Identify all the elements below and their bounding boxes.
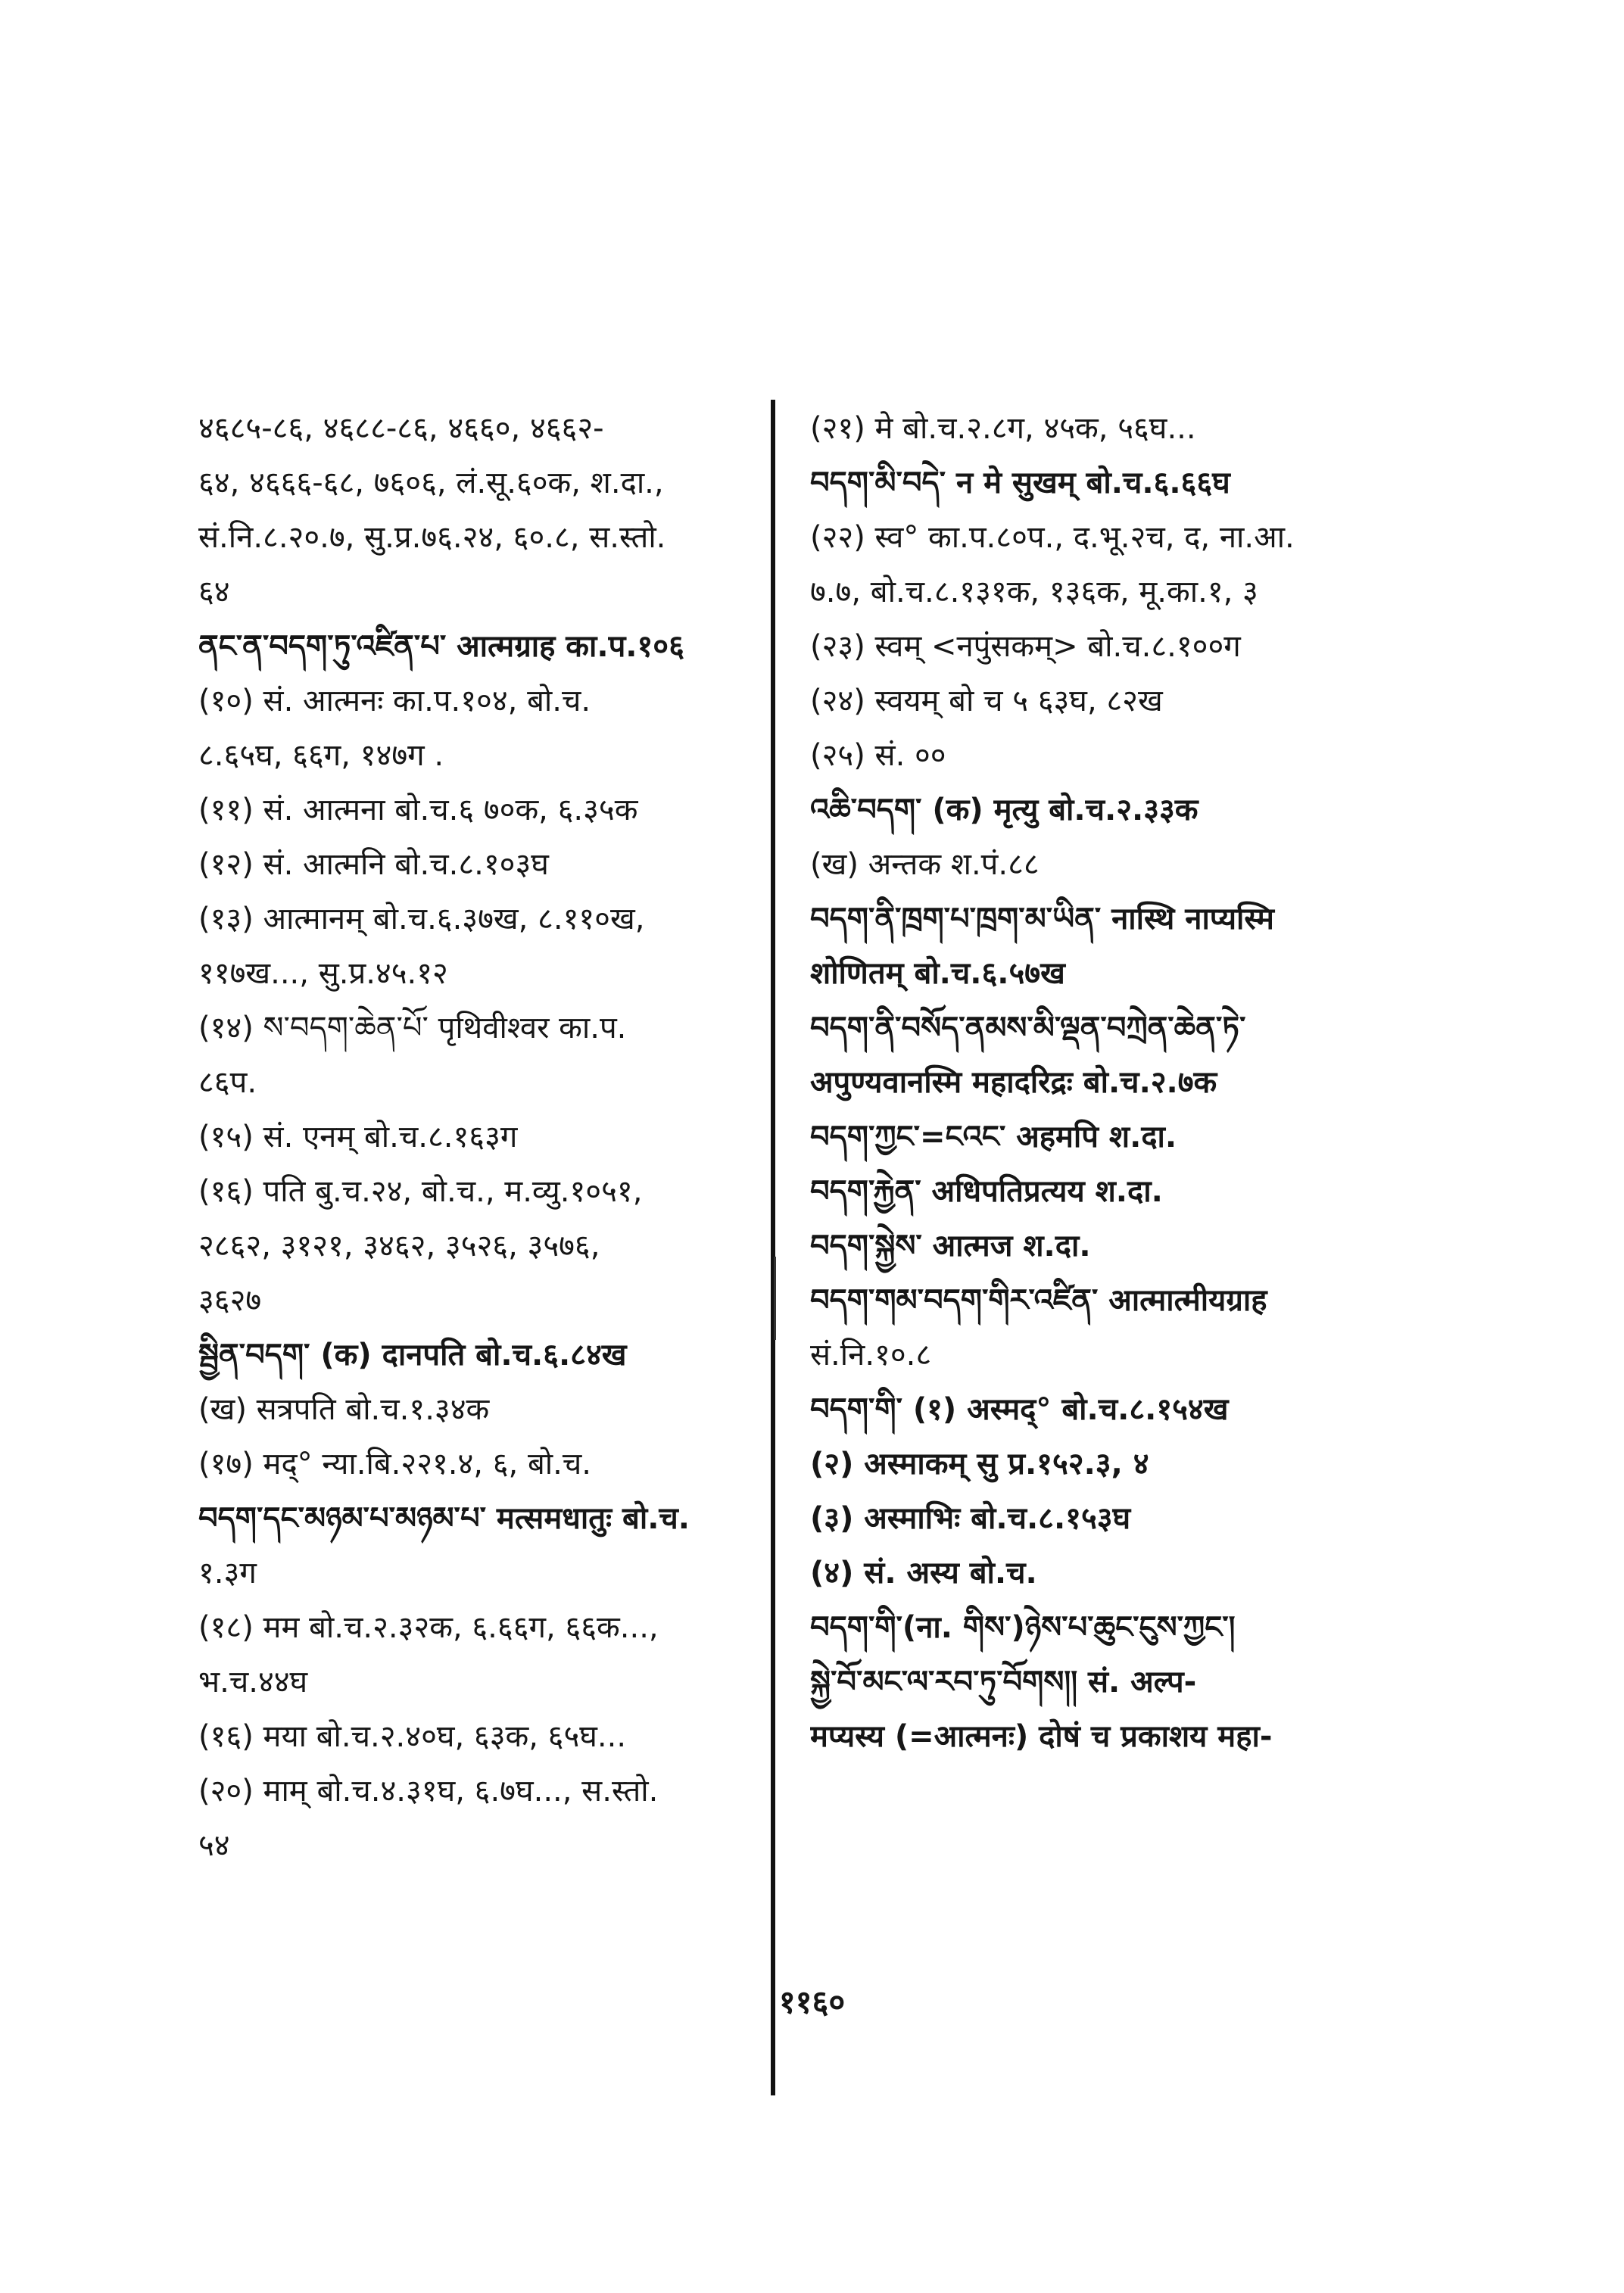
entry-line: ७.७, बो.च.८.१३१क, १३६क, मू.का.१, ३ (810, 575, 1258, 609)
entry-line: བདག་དང་མཉམ་པ་མཉམ་པ་ मत्समधातुः बो.च. (198, 1501, 690, 1536)
entry-line: सं.नि.१०.८ (810, 1338, 932, 1372)
page-number: ११६० (778, 1983, 846, 2020)
entry-line: २८६२, ३१२१, ३४६२, ३५२६, ३५७६, (198, 1229, 600, 1263)
entry-line: བདག་གི་(ना. གིས་)ཉེས་པ་ཆུང་ངུས་ཀྱང་། (810, 1610, 1236, 1645)
entry-line: (१८) मम बो.च.२.३२क, ६.६६ग, ६६क..., (198, 1610, 659, 1645)
entry-line: བདག་རྐྱེན་ अधिपतिप्रत्यय श.दा. (810, 1174, 1163, 1209)
entry-line: भ.च.४४घ (198, 1665, 308, 1699)
entry-line: ६४, ४६६६-६८, ७६०६, लं.सू.६०क, श.दा., (198, 466, 664, 500)
entry-line: (२५) सं. ०० (810, 738, 946, 773)
entry-line: (१६) पति बु.च.२४, बो.च., म.व्यु.१०५१, (198, 1174, 643, 1209)
entry-line: བདག་སྐྱེས་ आत्मज श.दा. (810, 1229, 1091, 1263)
entry-line: (१०) सं. आत्मनः का.प.१०४, बो.च. (198, 684, 591, 718)
entry-line: ४६८५-८६, ४६८८-८६, ४६६०, ४६६२- (198, 411, 604, 446)
entry-line: སྦྱིན་བདག་ (क) दानपति बो.च.६.८४ख (198, 1338, 627, 1372)
entry-line: (४) सं. अस्य बो.च. (810, 1556, 1037, 1590)
entry-line: ११७ख..., सु.प्र.४५.१२ (198, 956, 448, 991)
entry-line: བདག་ནི་ཁྲག་པ་ཁྲག་མ་ཡིན་ नास्थि नाप्यस्मि (810, 902, 1274, 936)
entry-line: བདག་ཀྱང་=ངའང་ अहमपि श.दा. (810, 1120, 1177, 1154)
entry-line: བདག་གམ་བདག་གིར་འཛིན་ आत्मात्मीयग्राह (810, 1283, 1267, 1318)
entry-line: (ख) अन्तक श.पं.८८ (810, 847, 1040, 882)
left-column (198, 401, 766, 1873)
right-column (810, 401, 1416, 1764)
entry-line: (ख) सत्रपति बो.च.१.३४क (198, 1392, 490, 1427)
entry-line: (२४) स्वयम् बो च ५ ६३घ, ८२ख (810, 684, 1163, 718)
entry-line: (१४) ས་བདག་ཆེན་པོ་ पृथिवीश्वर का.प. (198, 1011, 627, 1045)
entry-line: मप्यस्य (=आत्मनः) दोषं च प्रकाशय महा- (810, 1719, 1273, 1754)
column-divider (771, 400, 775, 2095)
entry-line: (२२) स्व° का.प.८०प., द.भू.२च, द, ना.आ. (810, 520, 1295, 555)
entry-line: अपुण्यवानस्मि महादरिद्रः बो.च.२.७क (810, 1065, 1217, 1100)
entry-line: (१३) आत्मानम् बो.च.६.३७ख, ८.११०ख, (198, 902, 645, 936)
entry-line: १.३ग (198, 1556, 257, 1590)
entry-line: (२१) मे बो.च.२.८ग, ४५क, ५६घ... (810, 411, 1196, 446)
entry-line: (२) अस्माकम् सु प्र.१५२.३, ४ (810, 1447, 1149, 1481)
column-divider-double (774, 1257, 776, 1340)
entry-line: (३) अस्माभिः बो.च.८.१५३घ (810, 1501, 1131, 1536)
entry-line: བདག་གི་ (१) अस्मद्° बो.च.८.१५४ख (810, 1392, 1229, 1427)
entry-line: (२३) स्वम् <नपुंसकम्> बो.च.८.१००ग (810, 629, 1241, 664)
entry-line: ནང་ན་བདག་ཏུ་འཛིན་པ་ आत्मग्राह का.प.१०६ (198, 629, 684, 664)
entry-line: (१५) सं. एनम् बो.च.८.१६३ग (198, 1120, 518, 1154)
entry-line: (२०) माम् बो.च.४.३१घ, ६.७घ..., स.स्तो. (198, 1774, 659, 1809)
entry-line: (१२) सं. आत्मनि बो.च.८.१०३घ (198, 847, 549, 882)
entry-line: ८६प. (198, 1065, 257, 1100)
entry-line: ८.६५घ, ६६ग, १४७ग . (198, 738, 444, 773)
entry-line: ३६२७ (198, 1283, 262, 1318)
entry-line: सं.नि.८.२०.७, सु.प्र.७६.२४, ६०.८, स.स्तो. (198, 520, 666, 555)
entry-line: སྐྱེ་བོ་མང་ལ་རབ་ཏུ་བོགས།། सं. अल्प- (810, 1665, 1197, 1699)
entry-line: (१६) मया बो.च.२.४०घ, ६३क, ६५घ... (198, 1719, 627, 1754)
entry-line: བདག་ནི་བསོད་ནམས་མི་ལྡན་བཀྲེན་ཆེན་ཏེ་ (810, 1011, 1246, 1045)
entry-line: ५४ (198, 1828, 230, 1863)
entry-line: བདག་མི་བདེ་ न मे सुखम् बो.च.६.६६घ (810, 466, 1230, 500)
entry-line: ६४ (198, 575, 230, 609)
entry-line: འཆི་བདག་ (क) मृत्यु बो.च.२.३३क (810, 793, 1199, 827)
entry-line: (१७) मद्° न्या.बि.२२१.४, ६, बो.च. (198, 1447, 591, 1481)
entry-line: (११) सं. आत्मना बो.च.६ ७०क, ६.३५क (198, 793, 638, 827)
entry-line: शोणितम् बो.च.६.५७ख (810, 956, 1065, 991)
